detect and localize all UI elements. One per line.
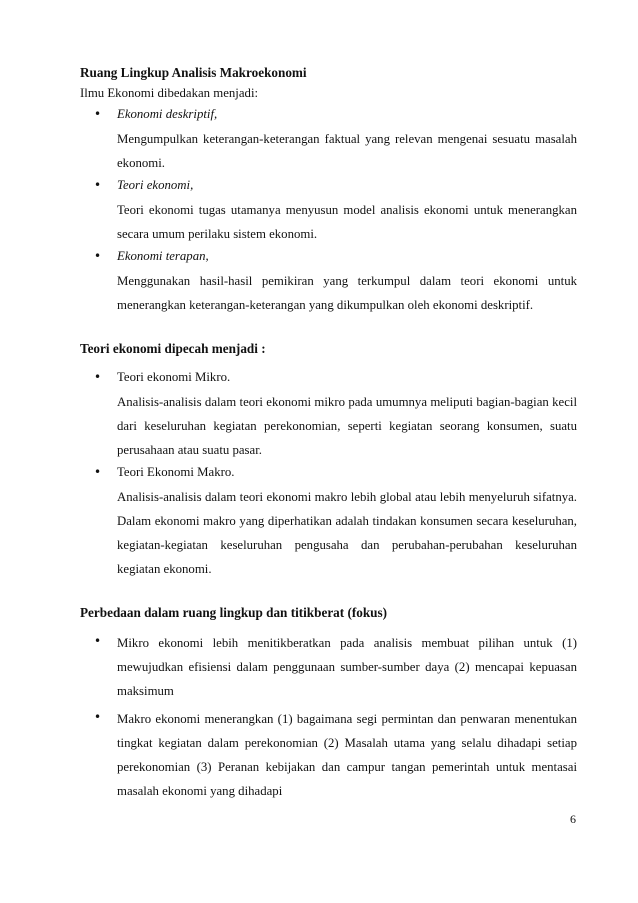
section-title-ruang-lingkup: Ruang Lingkup Analisis Makroekonomi: [80, 65, 307, 80]
list-item-body: Menggunakan hasil-hasil pemikiran yang terkumpul dalam teori ekonomi untuk menerangkan keterangan-keterangan yang dikumpulkan oleh ekonomi deskriptif.: [117, 274, 577, 312]
list-item-head: Teori Ekonomi Makro.: [117, 465, 235, 479]
list-item-head: Ekonomi terapan,: [117, 249, 209, 263]
bullet-list-perbedaan: [80, 631, 577, 803]
list-item-head: Teori ekonomi Mikro.: [117, 370, 231, 384]
list-item-body: Makro ekonomi menerangkan (1) bagaimana segi permintan dan penwaran menentukan tingkat kegiatan dalam perekonomian (2) Masalah utama yang selalu dihadapi setiap perekonomian (3) Peranan kebijakan dan campur tangan pemerintah untuk mentasai masalah ekonomi yang dihadapi: [117, 712, 577, 798]
list-item: [80, 707, 577, 803]
section-title-teori-ekonomi: Teori ekonomi dipecah menjadi :: [80, 341, 266, 356]
list-item: [80, 175, 577, 246]
bullet-list-teori-ekonomi: [80, 367, 577, 581]
list-item-body: Mikro ekonomi lebih menitikberatkan pada analisis membuat pilihan untuk (1) mewujudkan efisiensi dalam penggunaan sumber-sumber daya (2) mencapai kepuasan maksimum: [117, 636, 577, 698]
list-item-body: Teori ekonomi tugas utamanya menyusun model analisis ekonomi untuk menerangkan secara umum perilaku sistem ekonomi.: [117, 203, 577, 241]
bullet-icon: •: [94, 710, 102, 724]
list-item: [80, 367, 577, 462]
list-item: [80, 462, 577, 581]
list-item-head: Ekonomi deskriptif,: [117, 107, 218, 121]
section-intro: Ilmu Ekonomi dibedakan menjadi:: [80, 86, 259, 100]
list-item-body: Analisis-analisis dalam teori ekonomi makro lebih global atau lebih menyeluruh sifatnya. Dalam ekonomi makro yang diperhatikan adalah tindakan konsumen secara keseluruhan, kegiatan-kegiatan keseluruhan pengusaha dan perubahan-perubahan keseluruhan kegiatan ekonomi.: [117, 490, 577, 576]
bullet-list-ilmu-ekonomi: [80, 104, 577, 317]
document-page: [80, 63, 577, 803]
list-item: [80, 104, 577, 175]
bullet-icon: •: [94, 634, 102, 648]
bullet-icon: •: [94, 370, 102, 384]
page-number: 6: [570, 812, 576, 826]
bullet-icon: •: [94, 107, 102, 121]
list-item: [80, 246, 577, 317]
bullet-icon: •: [94, 249, 102, 263]
list-item-head: Teori ekonomi,: [117, 178, 194, 192]
list-item-body: Mengumpulkan keterangan-keterangan faktual yang relevan mengenai sesuatu masalah ekonomi.: [117, 132, 577, 170]
list-item: [80, 631, 577, 703]
bullet-icon: •: [94, 465, 102, 479]
section-title-perbedaan: Perbedaan dalam ruang lingkup dan titikberat (fokus): [80, 605, 388, 620]
list-item-body: Analisis-analisis dalam teori ekonomi mikro pada umumnya meliputi bagian-bagian kecil dari keseluruhan kegiatan perekonomian, seperti kegiatan seorang konsumen, suatu perusahaan atau suatu pasar.: [117, 395, 577, 457]
bullet-icon: •: [94, 178, 102, 192]
